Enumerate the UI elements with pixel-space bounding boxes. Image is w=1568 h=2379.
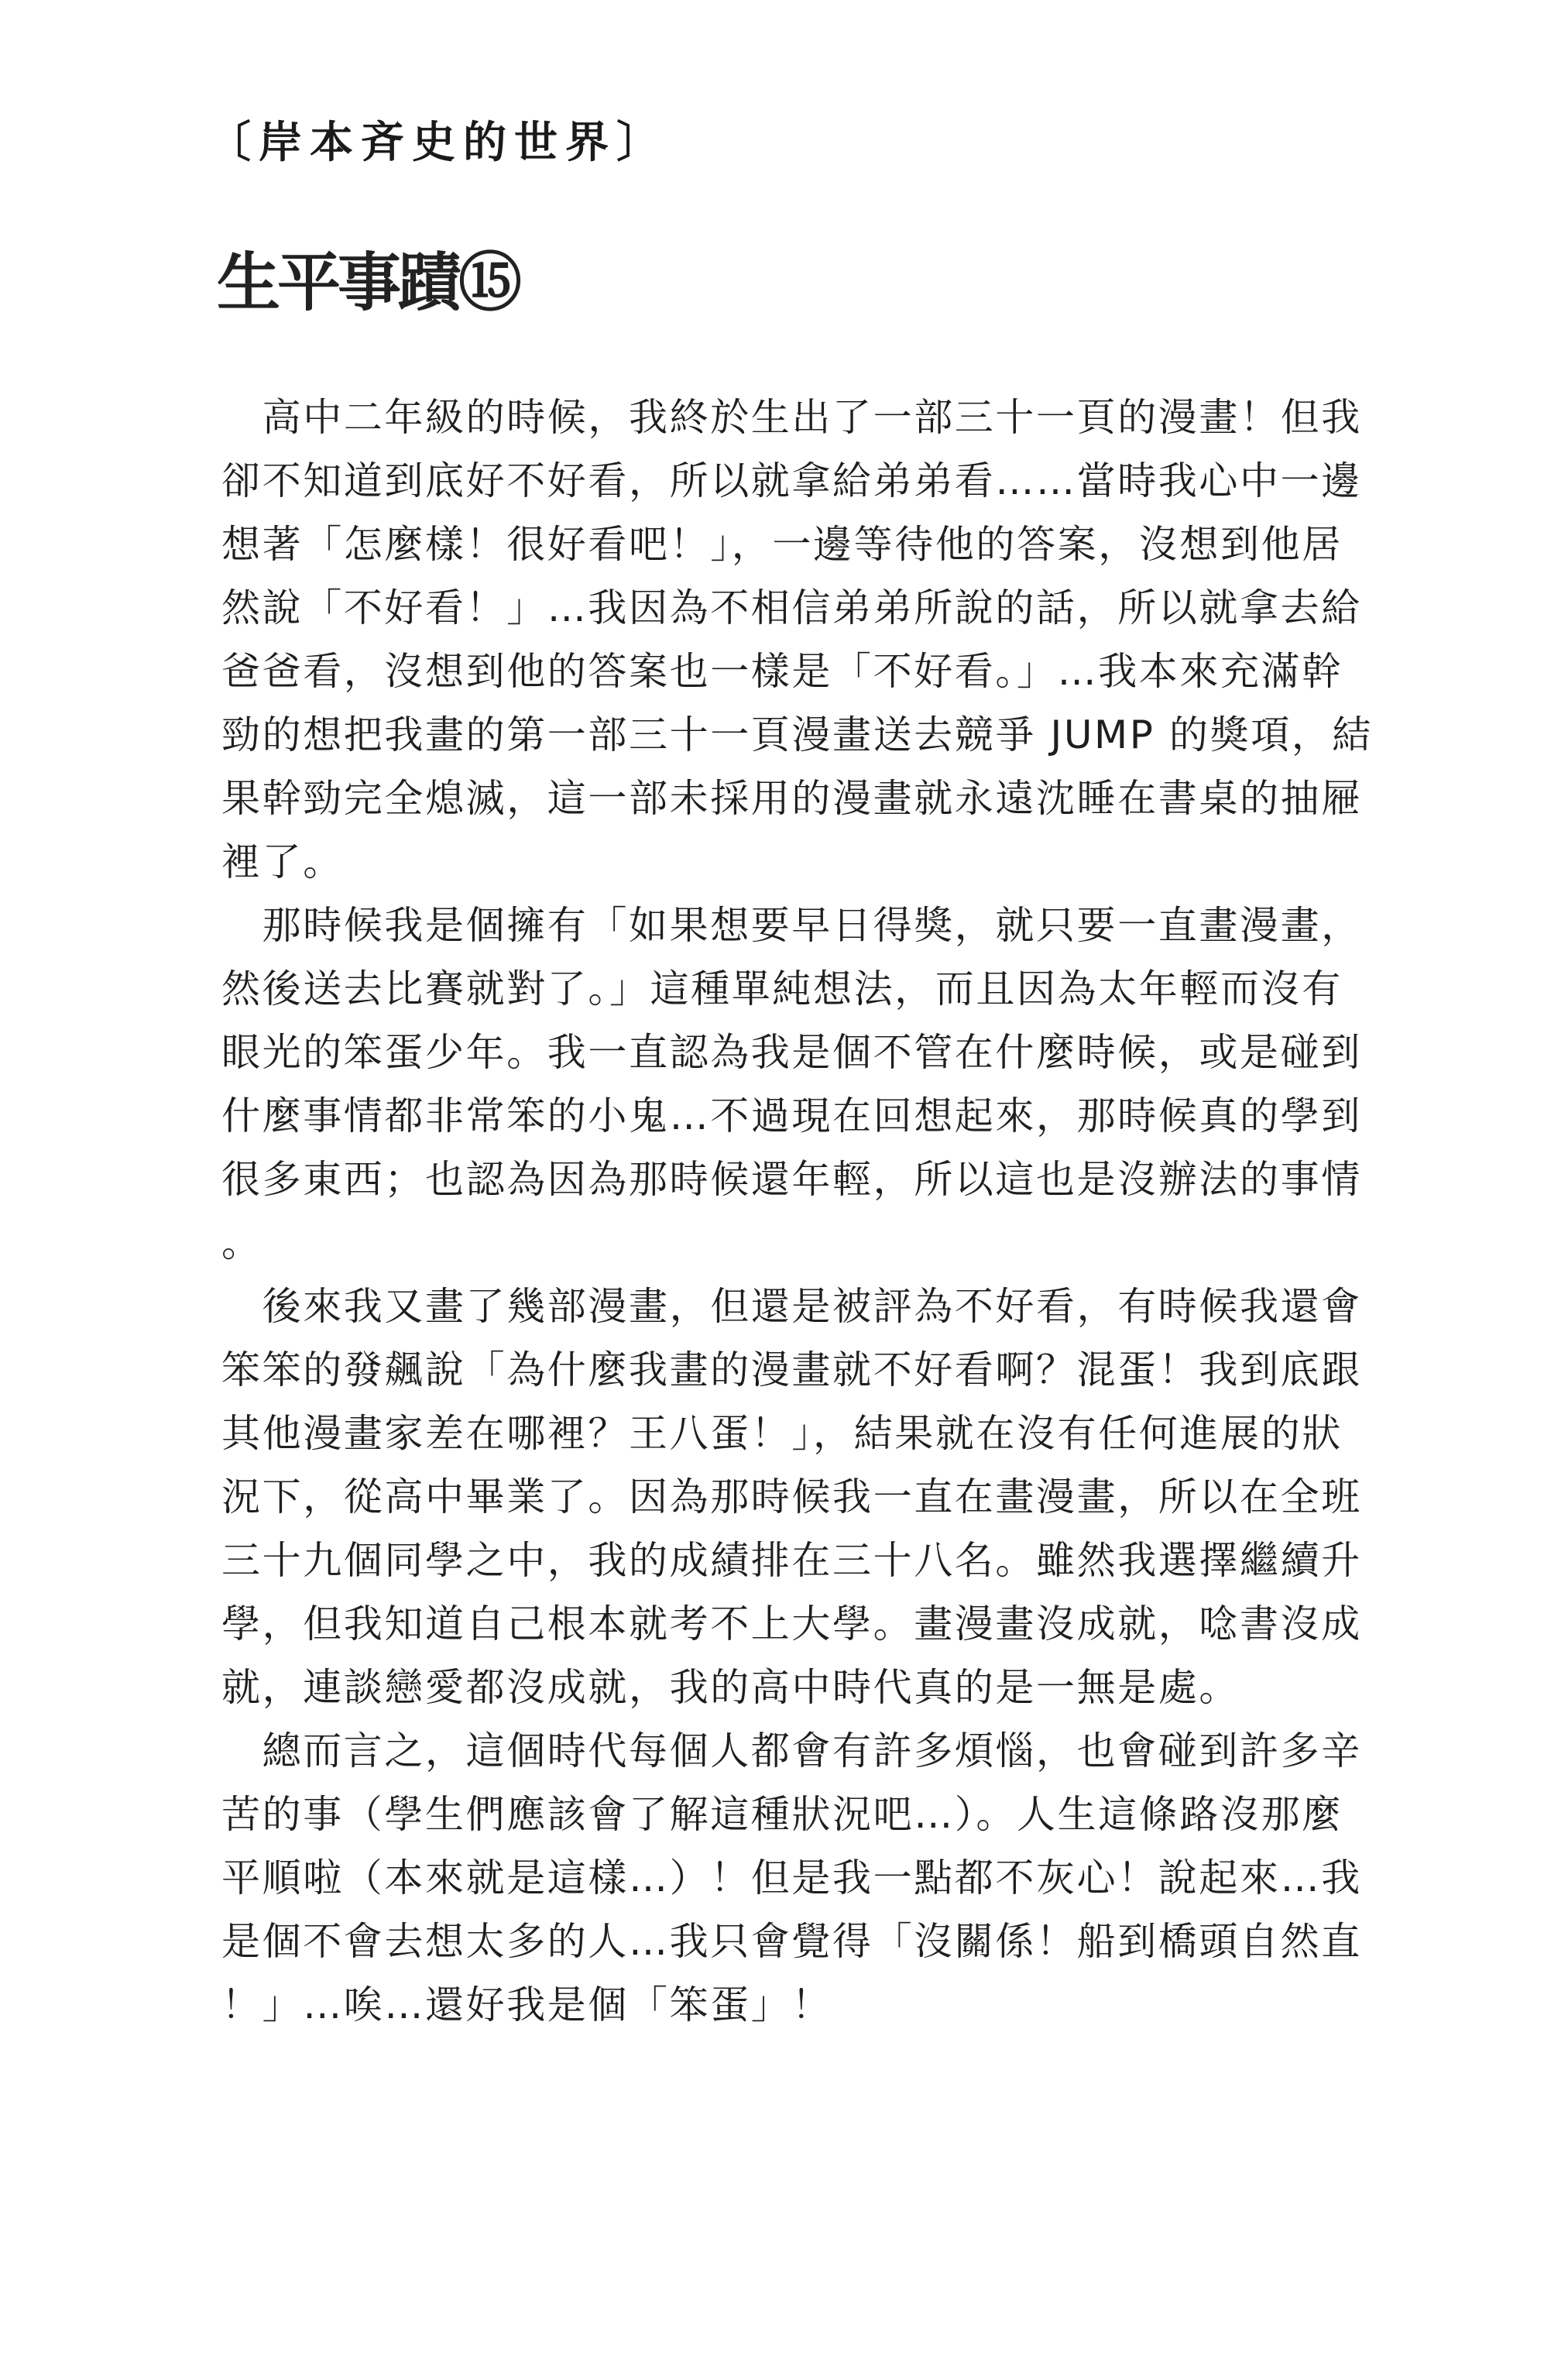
text-line: 裡了。: [221, 839, 344, 884]
text-line: 苦的事（學生們應該會了解這種狀況吧…）。人生這條路沒那麼: [221, 1792, 1343, 1837]
text-line: ！」…唉…還好我是個「笨蛋」！: [221, 1982, 832, 2027]
text-line: 眼光的笨蛋少年。我一直認為我是個不管在什麼時候，或是碰到: [221, 1030, 1362, 1075]
text-line: 高中二年級的時候，我終於生出了一部三十一頁的漫畫！但我: [221, 395, 1362, 440]
text-line: 然說「不好看！」…我因為不相信弟弟所說的話，所以就拿去給: [221, 585, 1362, 630]
text-line: 笨笨的發飆說「為什麼我畫的漫畫就不好看啊？混蛋！我到底跟: [221, 1347, 1362, 1392]
series-title: 〔岸本斉史的世界〕: [208, 118, 667, 168]
text-line: 什麼事情都非常笨的小鬼…不過現在回想起來，那時候真的學到: [221, 1093, 1362, 1138]
text-line: 平順啦（本來就是這樣…）！但是我一點都不灰心！說起來…我: [221, 1855, 1362, 1900]
text-line: 爸爸看，沒想到他的答案也一樣是「不好看。」…我本來充滿幹: [221, 649, 1343, 694]
text-line: 果幹勁完全熄滅，這一部未採用的漫畫就永遠沈睡在書桌的抽屜: [221, 776, 1362, 821]
text-line: 卻不知道到底好不好看，所以就拿給弟弟看……當時我心中一邊: [221, 458, 1362, 503]
text-line: 況下，從高中畢業了。因為那時候我一直在畫漫畫，所以在全班: [221, 1474, 1362, 1519]
text-line: 是個不會去想太多的人…我只會覺得「沒關係！船到橋頭自然直: [221, 1919, 1362, 1964]
chapter-title: 生平事蹟⑮: [217, 245, 520, 320]
text-line: 三十九個同學之中，我的成績排在三十八名。雖然我選擇繼續升: [221, 1538, 1362, 1583]
text-line: 就，連談戀愛都沒成就，我的高中時代真的是一無是處。: [221, 1665, 1240, 1710]
body-text: [221, 386, 1522, 2037]
text-line: 很多東西；也認為因為那時候還年輕，所以這也是沒辦法的事情: [221, 1157, 1362, 1202]
text-line: 那時候我是個擁有「如果想要早日得獎，就只要一直畫漫畫，: [221, 903, 1362, 948]
text-line: 總而言之，這個時代每個人都會有許多煩惱，也會碰到許多辛: [221, 1728, 1362, 1773]
text-line: 。: [221, 1220, 262, 1265]
text-line: 勁的想把我畫的第一部三十一頁漫畫送去競爭 JUMP 的獎項，結: [221, 712, 1374, 757]
text-line: 後來我又畫了幾部漫畫，但還是被評為不好看，有時候我還會: [221, 1284, 1362, 1329]
text-line: 然後送去比賽就對了。」這種單純想法，而且因為太年輕而沒有: [221, 966, 1343, 1011]
text-line: 學，但我知道自己根本就考不上大學。畫漫畫沒成就，唸書沒成: [221, 1601, 1362, 1646]
text-line: 其他漫畫家差在哪裡？王八蛋！」，結果就在沒有任何進展的狀: [221, 1411, 1343, 1456]
text-line: 想著「怎麼樣！很好看吧！」，一邊等待他的答案，沒想到他居: [221, 522, 1343, 567]
